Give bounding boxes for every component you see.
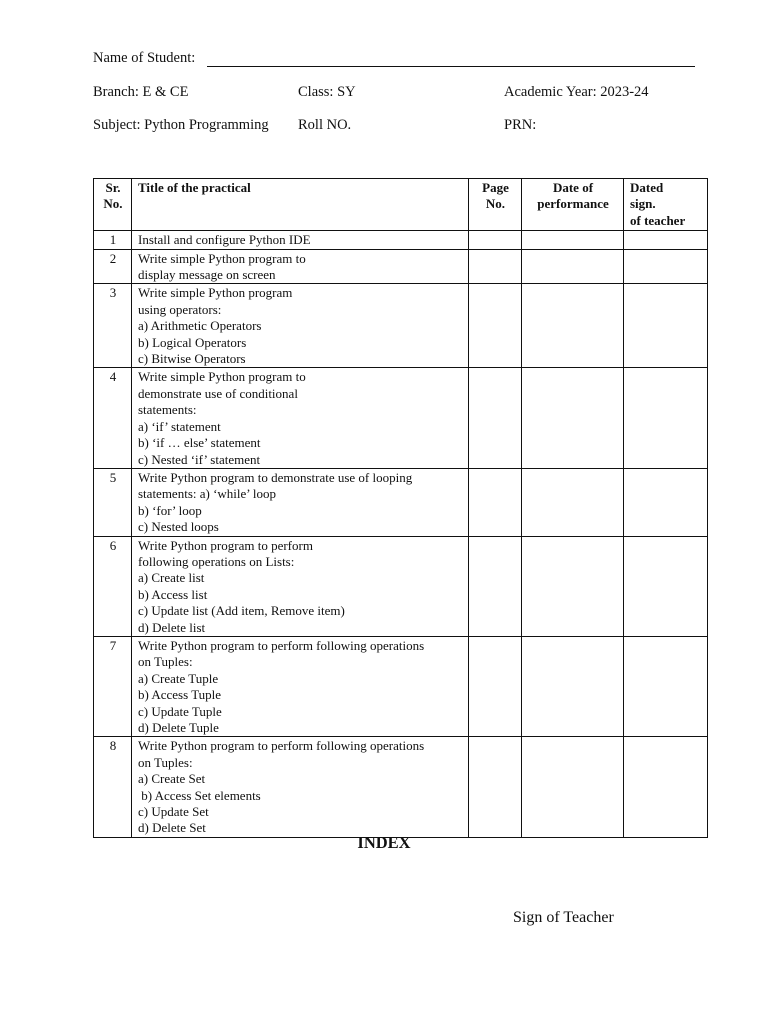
text-line: d) Delete Set — [138, 820, 206, 836]
sr-no-cell: 2 — [94, 249, 132, 284]
index-heading: INDEX — [357, 833, 411, 852]
header-page-no — [469, 179, 522, 231]
text-line: c) Update Set — [138, 804, 209, 820]
table-header-row — [94, 179, 708, 231]
text-line: d) Delete Tuple — [138, 720, 219, 735]
dated-sign-cell[interactable] — [624, 231, 708, 249]
sr-no-cell: 8 — [94, 737, 132, 837]
practical-title-cell — [132, 737, 469, 837]
text-line: statements: a) ‘while’ loop — [138, 486, 277, 502]
text-line: Title of the practical — [138, 180, 251, 195]
page-no-cell[interactable] — [469, 468, 522, 536]
sr-no-cell: 6 — [94, 536, 132, 636]
branch-label: Branch: E & CE — [93, 84, 189, 100]
text-line: Install and configure Python IDE — [138, 232, 311, 248]
academic-year-label: Academic Year: 2023-24 — [504, 84, 649, 100]
header-title — [132, 179, 469, 231]
table-row — [94, 636, 708, 736]
table-row — [94, 536, 708, 636]
sr-no-cell: 3 — [94, 284, 132, 368]
text-line: b) Logical Operators — [138, 334, 247, 350]
text-line: Date of — [552, 180, 594, 195]
text-line: sign. — [630, 196, 656, 212]
dated-sign-cell[interactable] — [624, 284, 708, 368]
text-line: Write Python program to demonstrate use of looping — [138, 469, 413, 485]
class-label: Class: SY — [298, 84, 356, 100]
text-line: statements: — [138, 402, 197, 418]
table-row — [94, 737, 708, 837]
table-row — [94, 249, 708, 284]
dated-sign-cell[interactable] — [624, 737, 708, 837]
roll-no-label: Roll NO. — [298, 117, 352, 133]
table-row — [94, 231, 708, 249]
text-line: performance — [537, 196, 609, 212]
text-line: on Tuples: — [138, 754, 193, 770]
text-line: Write simple Python program to — [138, 250, 306, 266]
text-line: c) Update Tuple — [138, 703, 222, 719]
text-line: Write Python program to perform following operations — [138, 738, 425, 754]
text-line: Page — [482, 180, 509, 195]
table-row — [94, 284, 708, 368]
practical-title-cell — [132, 249, 469, 284]
sign-of-teacher-label: Sign of Teacher — [513, 909, 614, 926]
text-line: a) Create list — [138, 570, 205, 586]
date-of-performance-cell[interactable] — [522, 636, 624, 736]
text-line: Write Python program to perform following operations — [138, 637, 425, 653]
practical-title-cell — [132, 636, 469, 736]
text-line: display message on screen — [138, 267, 276, 283]
page-no-cell[interactable] — [469, 536, 522, 636]
text-line: using operators: — [138, 301, 222, 317]
practical-index-table — [93, 178, 708, 838]
date-of-performance-cell[interactable] — [522, 231, 624, 249]
page-no-cell[interactable] — [469, 368, 522, 468]
sr-no-cell: 1 — [94, 231, 132, 249]
student-name-field[interactable] — [207, 66, 695, 67]
practical-title-cell — [132, 468, 469, 536]
date-of-performance-cell[interactable] — [522, 468, 624, 536]
date-of-performance-cell[interactable] — [522, 737, 624, 837]
date-of-performance-cell[interactable] — [522, 284, 624, 368]
text-line: b) ‘for’ loop — [138, 502, 202, 518]
text-line: Write simple Python program to — [138, 369, 306, 385]
text-line: Write Python program to perform — [138, 537, 313, 553]
text-line: b) Access list — [138, 586, 208, 602]
page-no-cell[interactable] — [469, 231, 522, 249]
page-no-cell[interactable] — [469, 284, 522, 368]
sr-no-cell: 7 — [94, 636, 132, 736]
text-line: on Tuples: — [138, 654, 193, 670]
practical-title-cell — [132, 536, 469, 636]
text-line: a) Arithmetic Operators — [138, 318, 262, 334]
date-of-performance-cell[interactable] — [522, 249, 624, 284]
practical-title-cell — [132, 368, 469, 468]
text-line: b) ‘if … else’ statement — [138, 435, 261, 451]
page-no-cell[interactable] — [469, 636, 522, 736]
dated-sign-cell[interactable] — [624, 636, 708, 736]
text-line: c) Nested loops — [138, 519, 219, 535]
text-line: Write simple Python program — [138, 285, 293, 301]
header-dated-sign — [624, 179, 708, 231]
dated-sign-cell[interactable] — [624, 536, 708, 636]
text-line: b) Access Set elements — [138, 787, 261, 803]
dated-sign-cell[interactable] — [624, 468, 708, 536]
text-line: a) ‘if’ statement — [138, 418, 221, 434]
table-row — [94, 368, 708, 468]
date-of-performance-cell[interactable] — [522, 536, 624, 636]
page-no-cell[interactable] — [469, 737, 522, 837]
practical-title-cell — [132, 284, 469, 368]
text-line: demonstrate use of conditional — [138, 385, 298, 401]
sr-no-cell: 4 — [94, 368, 132, 468]
text-line: c) Bitwise Operators — [138, 351, 246, 367]
text-line: c) Update list (Add item, Remove item) — [138, 603, 345, 619]
text-line: a) Create Set — [138, 771, 206, 787]
text-line: Dated — [630, 180, 664, 195]
dated-sign-cell[interactable] — [624, 249, 708, 284]
text-line: b) Access Tuple — [138, 687, 222, 703]
header-sr-no — [94, 179, 132, 231]
page-no-cell[interactable] — [469, 249, 522, 284]
text-line: No. — [485, 196, 506, 212]
text-line: following operations on Lists: — [138, 553, 295, 569]
table-row — [94, 468, 708, 536]
text-line: c) Nested ‘if’ statement — [138, 451, 261, 467]
subject-label: Subject: Python Programming — [93, 117, 269, 133]
practical-title-cell — [132, 231, 469, 249]
text-line: No. — [103, 196, 123, 212]
text-line: a) Create Tuple — [138, 670, 219, 686]
text-line: Sr. — [105, 180, 121, 195]
dated-sign-cell[interactable] — [624, 368, 708, 468]
student-name-label: Name of Student: — [93, 50, 196, 66]
header-date-of-performance — [522, 179, 624, 231]
date-of-performance-cell[interactable] — [522, 368, 624, 468]
sr-no-cell: 5 — [94, 468, 132, 536]
text-line: d) Delete list — [138, 619, 206, 635]
text-line: of teacher — [630, 212, 686, 228]
prn-label: PRN: — [504, 117, 537, 133]
